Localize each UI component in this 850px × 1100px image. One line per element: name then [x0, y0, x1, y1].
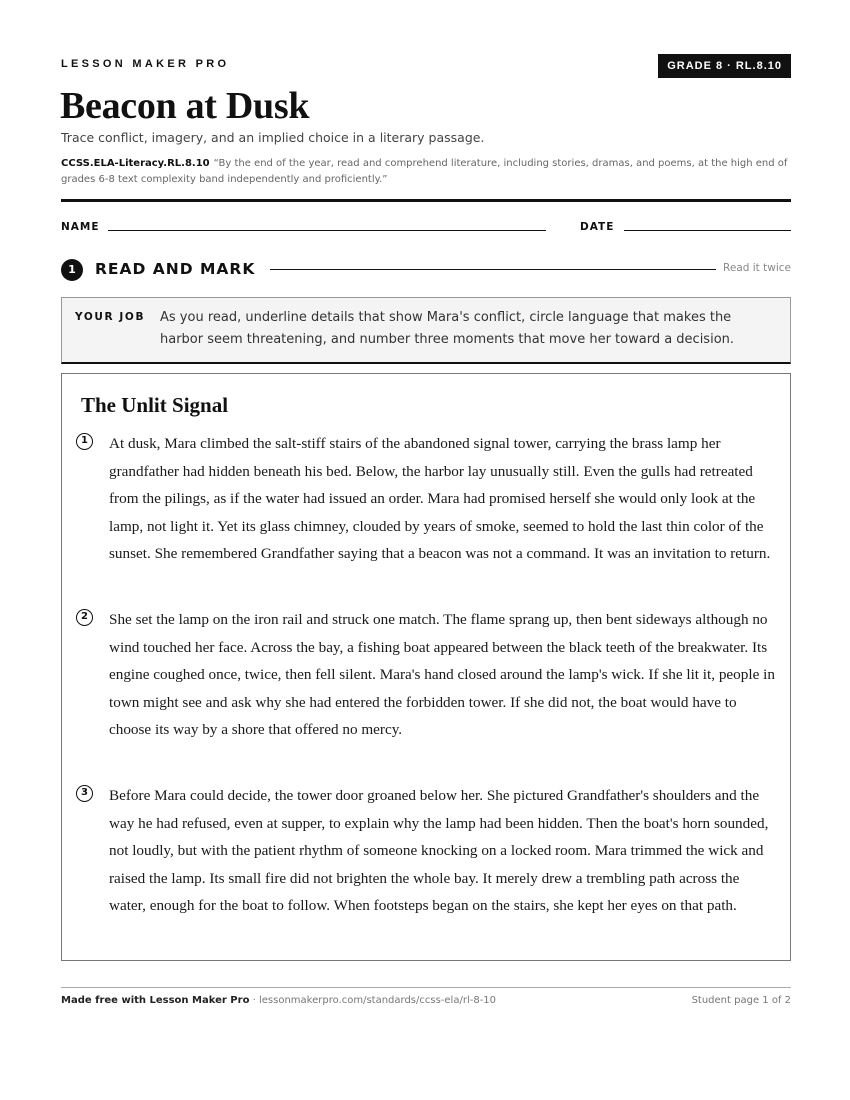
name-label: NAME	[61, 221, 100, 233]
section-title: READ AND MARK	[95, 260, 256, 278]
date-label: DATE	[580, 221, 615, 233]
page-title: Beacon at Dusk	[60, 85, 310, 127]
job-label: YOUR JOB	[75, 311, 146, 323]
section-rule	[270, 269, 716, 270]
paragraph-text: Before Mara could decide, the tower door groaned below her. She pictured Grandfather's shoulders and the way he had refused, even at supper, to explain why the lamp had been hidden. Then the boat's horn sounded, not loudly, but with the patient rhythm of someone knocking on a locked room. Mara trimmed the wick and raised the lamp. Its small fire did not brighten the whole bay. It merely drew a trembling path across the water, enough for the boat to follow. When footsteps began on the stairs, she kept her eyes on that path.	[109, 787, 769, 915]
standard-statement	[61, 156, 791, 188]
page-subtitle: Trace conflict, imagery, and an implied choice in a literary passage.	[61, 130, 485, 145]
footer-url[interactable]: lessonmakerpro.com/standards/ccss-ela/rl-8-10	[258, 995, 497, 1006]
passage-box	[61, 373, 791, 961]
paragraph-text: She set the lamp on the iron rail and struck one match. The flame sprang up, then bent sideways although no wind touched her face. Across the bay, a fishing boat appeared between the black teeth of the breakwater. Its engine coughed once, twice, then fell silent. Mara's hand closed around the lamp's wick. If she lit it, people in town might see and ask why she had entered the forbidden tower. If she did not, the boat would have to choose its way by a shore that offered no mercy.	[109, 611, 775, 739]
paragraph-number: 3	[76, 785, 93, 802]
section-header	[61, 259, 791, 281]
footer-made-with: Made free with Lesson Maker Pro	[61, 995, 250, 1006]
paragraph-text: At dusk, Mara climbed the salt-stiff stairs of the abandoned signal tower, carrying the brass lamp her grandfather had hidden beneath his bed. Below, the harbor lay unusually still. Even the gulls had retreated from the pilings, as if the water had issued an order. Mara had promised herself she would only look at the lamp, not light it. Yet its glass chimney, clouded by years of smoke, seemed to hold the last thin color of the sunset. She remembered Grandfather saying that a beacon was not a command. It was an invitation to return.	[109, 435, 771, 563]
footer-page-number: Student page 1 of 2	[691, 995, 791, 1006]
passage-title: The Unlit Signal	[81, 393, 229, 417]
footer-divider	[61, 987, 791, 988]
paragraph-number: 2	[76, 609, 93, 626]
section-note: Read it twice	[723, 262, 791, 274]
section-number: 1	[61, 259, 83, 281]
job-instructions: As you read, underline details that show Mara's conflict, circle language that makes the harbor seem threatening, and number three moments that move her toward a decision.	[160, 310, 735, 347]
brand-name: LESSON MAKER PRO	[61, 58, 230, 70]
standard-text: “By the end of the year, read and comprehend literature, including stories, dramas, and poems, at the high end of grades 6-8 text complexity band independently and proficiently.”	[61, 158, 788, 185]
footer-credit	[61, 995, 496, 1006]
grade-badge: GRADE 8 · RL.8.10	[658, 54, 791, 78]
paragraph-number: 1	[76, 433, 93, 450]
footer-separator: ·	[249, 995, 259, 1006]
job-box	[61, 297, 791, 364]
student-fields	[61, 220, 791, 236]
standard-code: CCSS.ELA-Literacy.RL.8.10	[61, 158, 210, 169]
date-field[interactable]	[624, 230, 791, 231]
name-field[interactable]	[108, 230, 546, 231]
header-divider	[61, 199, 791, 202]
